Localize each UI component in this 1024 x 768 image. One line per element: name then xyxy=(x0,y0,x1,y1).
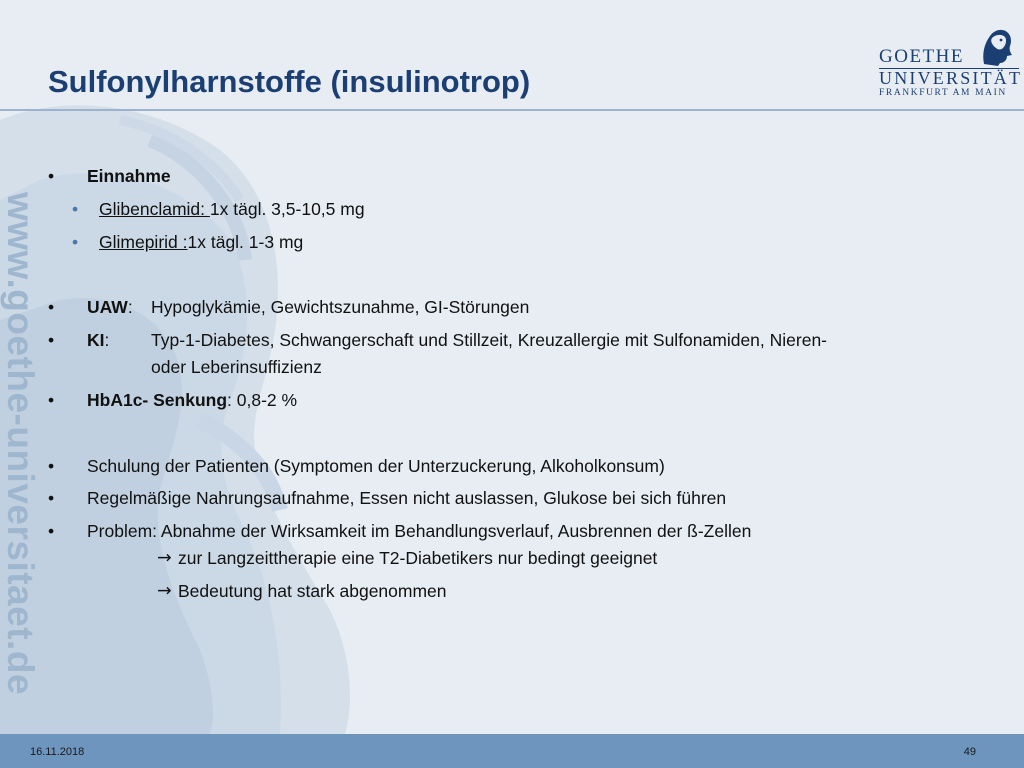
bullet-marker: • xyxy=(48,488,55,508)
bullet-marker: • xyxy=(48,297,55,317)
uaw-label: UAW xyxy=(87,297,128,317)
hba1c-label: HbA1c- Senkung xyxy=(87,390,228,410)
ki-item xyxy=(87,330,109,351)
footer-bar xyxy=(0,734,1024,768)
hba1c-value: : 0,8-2 % xyxy=(227,390,298,410)
bullet-marker: • xyxy=(48,166,55,186)
glimepirid-name: Glimepirid : xyxy=(99,232,188,252)
glibenclamid-dose: 1x tägl. 3,5-10,5 mg xyxy=(209,199,365,219)
hba1c-item xyxy=(87,390,297,411)
glibenclamid-item xyxy=(99,199,365,220)
ki-colon: : xyxy=(104,330,110,350)
ki-label: KI xyxy=(87,330,105,350)
sub-bullet-marker: • xyxy=(72,232,79,252)
uaw-colon: : xyxy=(127,297,133,317)
goethe-head-icon xyxy=(974,24,1016,66)
ki-text-line2: oder Leberinsuffizienz xyxy=(151,357,322,377)
glimepirid-item xyxy=(99,232,303,253)
problem-item: Problem: Abnahme der Wirksamkeit im Behandlungsverlauf, Ausbrennen der ß-Zellen xyxy=(87,521,752,541)
glimepirid-dose: 1x tägl. 1-3 mg xyxy=(187,232,304,252)
title-divider xyxy=(0,109,1024,111)
meals-item: Regelmäßige Nahrungsaufnahme, Essen nicht auslassen, Glukose bei sich führen xyxy=(87,488,727,508)
uaw-text: Hypoglykämie, Gewichtszunahme, GI-Störungen xyxy=(151,297,530,317)
footer-date: 16.11.2018 xyxy=(30,746,85,758)
goethe-university-logo xyxy=(870,24,1023,104)
logo-line-universitaet: UNIVERSITÄT xyxy=(879,68,1023,88)
logo-line-frankfurt: FRANKFURT AM MAIN xyxy=(879,88,1007,98)
logo-line-goethe: GOETHE xyxy=(879,46,964,67)
sub-bullet-marker: • xyxy=(72,199,79,219)
arrow-right-icon: → xyxy=(157,548,172,568)
glibenclamid-name: Glibenclamid: xyxy=(99,199,210,219)
bullet-marker: • xyxy=(48,390,55,410)
bullet-marker: • xyxy=(48,456,55,476)
slide-title: Sulfonylharnstoffe (insulinotrop) xyxy=(48,64,531,99)
watermark-url: www.goethe-universitaet.de xyxy=(0,192,41,695)
ki-text-line1: Typ-1-Diabetes, Schwangerschaft und Stillzeit, Kreuzallergie mit Sulfonamiden, Nieren- xyxy=(151,330,828,350)
training-item: Schulung der Patienten (Symptomen der Unterzuckerung, Alkoholkonsum) xyxy=(87,456,665,476)
uaw-item xyxy=(87,297,133,318)
bullet-marker: • xyxy=(48,330,55,350)
bullet-marker: • xyxy=(48,521,55,541)
page-number: 49 xyxy=(963,746,976,758)
arrow-item-importance: Bedeutung hat stark abgenommen xyxy=(178,581,447,601)
arrow-right-icon: → xyxy=(157,581,172,601)
arrow-item-longterm: zur Langzeittherapie eine T2-Diabetikers nur bedingt geeignet xyxy=(178,548,658,568)
intake-heading: Einnahme xyxy=(87,166,171,186)
